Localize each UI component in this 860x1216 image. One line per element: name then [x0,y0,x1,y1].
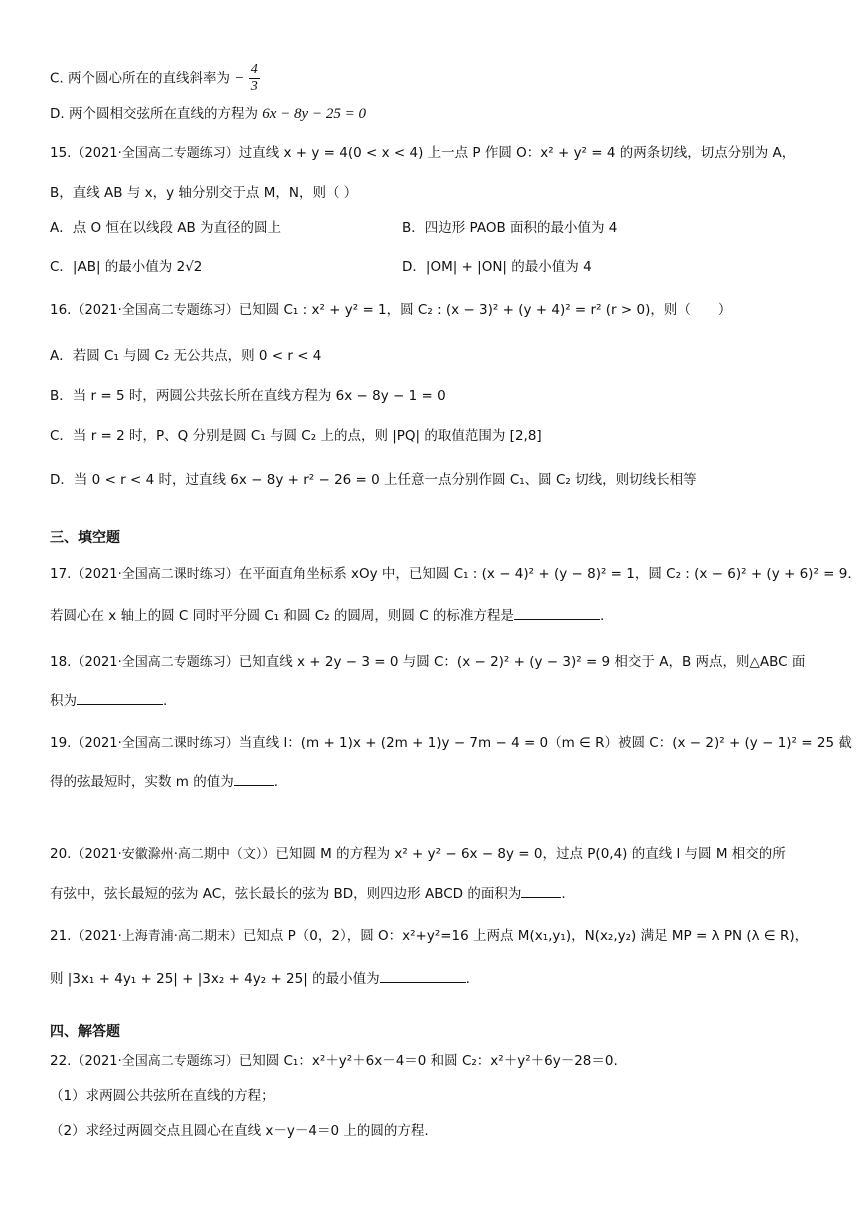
option-c: C．|AB| 的最小值为 2√2 [50,259,203,275]
question-source: （2021·全国高二专题练习） [71,303,239,318]
section-heading-answer: 四、解答题 [50,1024,120,1040]
answer-blank[interactable] [514,605,600,620]
question-15-stem-1 [50,143,820,164]
question-number: 21. [50,928,72,944]
equation: 6x − 8y − 25 = 0 [262,106,366,122]
question-number: 15. [50,145,72,161]
option-d-prev [50,104,820,124]
question-15-options-ab [50,218,820,238]
question-text: 有弦中，弦长最短的弦为 AC，弦长最长的弦为 BD，则四边形 ABCD 的面积为 [50,886,522,902]
question-17-stem-2: 若圆心在 x 轴上的圆 C 同时平分圆 C₁ 和圆 C₂ 的圆周，则圆 C 的标准方程是 . [50,605,820,626]
option-c-prev [50,62,820,95]
question-22-part-2: （2）求经过两圆交点且圆心在直线 x－y－4＝0 上的圆的方程. [50,1123,429,1139]
question-text: 已知圆 C₁：x²＋y²＋6x－4＝0 和圆 C₂：x²＋y²＋6y－28＝0. [238,1053,618,1069]
question-number: 22. [50,1053,72,1069]
question-number: 16. [50,302,72,318]
question-source: （2021·全国高二专题练习） [71,146,239,161]
question-source: （2021·全国高二专题练习） [71,655,239,670]
question-19-stem-1 [50,733,852,754]
question-text: 当直线 l：(m + 1)x + (2m + 1)y − 7m − 4 = 0（m ∈ R）被圆 C：(x − 2)² + (y − 1)² = 25 截 [238,735,852,751]
option-label: D. [50,106,65,122]
question-21-stem-2: 则 |3x₁ + 4y₁ + 25| + |3x₂ + 4y₂ + 25| 的最小值为 . [50,968,820,989]
question-15-options-cd [50,257,820,277]
option-text: 两个圆心所在的直线斜率为 [68,70,231,87]
question-text: 已知圆 M 的方程为 x² + y² − 6x − 8y = 0，过点 P(0,4) 的直线 l 与圆 M 相交的所 [275,846,786,862]
question-text: 则 |3x₁ + 4y₁ + 25| + |3x₂ + 4y₂ + 25| 的最小值为 [50,971,380,987]
question-text: 若圆心在 x 轴上的圆 C 同时平分圆 C₁ 和圆 C₂ 的圆周，则圆 C 的标准方程是 [50,608,514,624]
fraction [249,62,260,95]
frac-sign: − [234,70,245,87]
option-label: C. [50,70,64,87]
answer-blank[interactable] [234,771,274,786]
question-22-part-1: （1）求两圆公共弦所在直线的方程； [50,1088,275,1104]
question-19-stem-2: 得的弦最短时，实数 m 的值为 . [50,771,820,792]
question-16-stem [50,300,820,321]
question-source: （2021·安徽滁州·高二期中（文）） [71,847,276,862]
question-text: 已知圆 C₁ : x² + y² = 1，圆 C₂ : (x − 3)² + (y + 4)² = r² (r > 0)，则（ ） [238,302,732,318]
question-16-option-c: C．当 r = 2 时，P、Q 分别是圆 C₁ 与圆 C₂ 上的点，则 |PQ| 的取值范围为 [2,8] [50,428,542,444]
option-a: A．点 O 恒在以线段 AB 为直径的圆上 [50,220,282,236]
fraction-denominator: 3 [250,79,258,94]
question-18-stem-1 [50,652,820,673]
question-18-stem-2: 积为 . [50,690,820,711]
option-d: D．|OM| + |ON| 的最小值为 4 [402,259,592,275]
question-number: 20. [50,846,72,862]
question-16-option-a: A．若圆 C₁ 与圆 C₂ 无公共点，则 0 < r < 4 [50,348,322,364]
option-text: 两个圆相交弦所在直线的方程为 [68,106,258,122]
question-number: 18. [50,654,72,670]
question-text: 积为 [50,693,77,709]
answer-blank[interactable] [521,883,561,898]
question-source: （2021·上海青浦·高二期末） [71,929,243,944]
question-text: 在平面直角坐标系 xOy 中，已知圆 C₁ : (x − 4)² + (y − 8)² = 1，圆 C₂ : (x − 6)² + (y + 6)² = 9. [238,566,852,582]
question-source: （2021·全国高二课时练习） [71,567,239,582]
question-source: （2021·全国高二专题练习） [71,1054,239,1069]
question-number: 19. [50,735,72,751]
fraction-numerator: 4 [250,62,258,77]
question-22-stem [50,1051,820,1072]
answer-blank[interactable] [77,690,163,705]
option-b: B．四边形 PAOB 面积的最小值为 4 [402,220,618,236]
question-15-stem-2: B，直线 AB 与 x，y 轴分别交于点 M，N，则（ ） [50,185,358,201]
question-text: 得的弦最短时，实数 m 的值为 [50,774,234,790]
question-text: 已知点 P（0，2），圆 O：x²+y²=16 上两点 M(x₁,y₁)，N(x₂,y₂) 满足 MP = λ PN (λ ∈ R)， [242,928,809,944]
question-16-option-b: B．当 r = 5 时，两圆公共弦长所在直线方程为 6x − 8y − 1 = 0 [50,388,446,404]
question-17-stem-1 [50,564,852,585]
answer-blank[interactable] [380,968,466,983]
question-number: 17. [50,566,72,582]
question-20-stem-1 [50,844,820,865]
question-21-stem-1 [50,926,820,947]
question-20-stem-2: 有弦中，弦长最短的弦为 AC，弦长最长的弦为 BD，则四边形 ABCD 的面积为 . [50,883,820,904]
question-text: 已知直线 x + 2y − 3 = 0 与圆 C：(x − 2)² + (y − 3)² = 9 相交于 A，B 两点，则△ABC 面 [238,654,806,670]
question-text: 过直线 x + y = 4(0 < x < 4) 上一点 P 作圆 O：x² + y² = 4 的两条切线，切点分别为 A， [238,145,796,161]
section-heading-fill-in: 三、填空题 [50,530,120,546]
question-source: （2021·全国高二课时练习） [71,736,239,751]
question-16-option-d: D．当 0 < r < 4 时，过直线 6x − 8y + r² − 26 = 0 上任意一点分别作圆 C₁、圆 C₂ 切线，则切线长相等 [50,472,697,488]
